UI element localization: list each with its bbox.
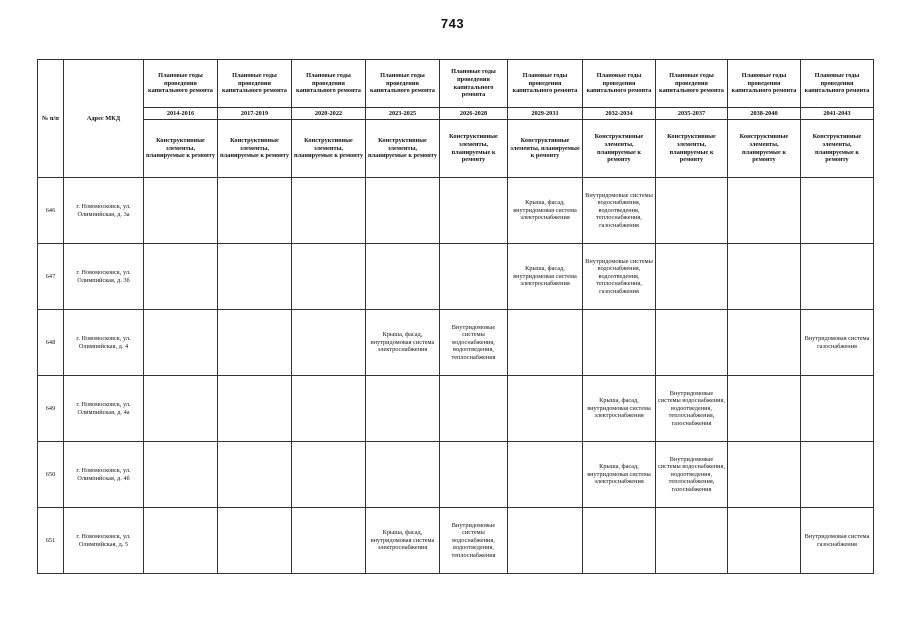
header-period-subtitle: Конструктивные элементы, планируемые к ремонту xyxy=(144,120,218,178)
repair-elements-cell: Крыша, фасад, внутридомовая система электроснабжения xyxy=(583,442,656,508)
row-address: г. Новомосковск, ул. Олимпийская, д. 4 xyxy=(64,310,144,376)
repair-elements-cell xyxy=(728,244,801,310)
table-row xyxy=(38,376,874,442)
repair-elements-cell xyxy=(583,310,656,376)
header-period-title: Плановые годы проведения капитального ремонта xyxy=(656,60,728,108)
header-period-years: 2026-2028 xyxy=(440,108,508,120)
repair-elements-cell xyxy=(144,442,218,508)
repair-elements-cell xyxy=(144,178,218,244)
repair-elements-cell xyxy=(292,244,366,310)
repair-elements-cell xyxy=(728,508,801,574)
header-period-subtitle: Конструктивные элементы, планируемые к ремонту xyxy=(656,120,728,178)
repair-elements-cell xyxy=(440,376,508,442)
row-address: г. Новомосковск, ул. Олимпийская, д. 5 xyxy=(64,508,144,574)
repair-elements-cell xyxy=(728,310,801,376)
repair-elements-cell xyxy=(218,310,292,376)
repair-elements-cell xyxy=(508,310,583,376)
repair-elements-cell xyxy=(801,376,874,442)
header-period-years: 2032-2034 xyxy=(583,108,656,120)
repair-elements-cell: Внутридомовая система газоснабжения xyxy=(801,310,874,376)
header-period-years: 2029-2031 xyxy=(508,108,583,120)
header-period-title: Плановые годы проведения капитального ремонта xyxy=(728,60,801,108)
header-address: Адрес МКД xyxy=(64,60,144,178)
repair-elements-cell xyxy=(508,508,583,574)
table-row xyxy=(38,508,874,574)
repair-elements-cell xyxy=(292,508,366,574)
repair-elements-cell xyxy=(656,310,728,376)
header-period-years: 2020-2022 xyxy=(292,108,366,120)
repair-elements-cell xyxy=(144,310,218,376)
header-period-years: 2017-2019 xyxy=(218,108,292,120)
header-period-subtitle: Конструктивные элементы, планируемые к ремонту xyxy=(218,120,292,178)
repair-elements-cell: Внутридомовая система газоснабжения xyxy=(801,508,874,574)
header-period-title: Плановые годы проведения капитального ремонта xyxy=(292,60,366,108)
header-period-years: 2041-2043 xyxy=(801,108,874,120)
table-row xyxy=(38,442,874,508)
repair-elements-cell xyxy=(218,376,292,442)
header-period-subtitle: Конструктивные элементы, планируемые к ремонту xyxy=(583,120,656,178)
page-number: 743 xyxy=(440,16,465,31)
table-row xyxy=(38,178,874,244)
table-row xyxy=(38,244,874,310)
repair-elements-cell xyxy=(292,310,366,376)
capital-repair-plan-table xyxy=(37,59,874,574)
row-address: г. Новомосковск, ул. Олимпийская, д. 4б xyxy=(64,442,144,508)
header-period-subtitle: Конструктивные элементы, планируемые к ремонту xyxy=(366,120,440,178)
repair-elements-cell xyxy=(440,442,508,508)
repair-elements-cell: Крыша, фасад, внутридомовая система электроснабжения xyxy=(508,178,583,244)
header-period-subtitle: Конструктивные элементы, планируемые к ремонту xyxy=(801,120,874,178)
row-address: г. Новомосковск, ул. Олимпийская, д. 4а xyxy=(64,376,144,442)
row-number: 651 xyxy=(38,508,64,574)
repair-elements-cell xyxy=(144,244,218,310)
repair-elements-cell: Внутридомовые системы водоснабжения, водоотведения, теплоснабжения, газоснабжения xyxy=(656,376,728,442)
row-number: 650 xyxy=(38,442,64,508)
repair-elements-cell: Внутридомовые системы водоснабжения, водоотведения, теплоснабжения, газоснабжения xyxy=(656,442,728,508)
repair-elements-cell xyxy=(728,442,801,508)
header-period-years: 2035-2037 xyxy=(656,108,728,120)
repair-elements-cell xyxy=(218,178,292,244)
row-address: г. Новомосковск, ул. Олимпийская, д. 3б xyxy=(64,244,144,310)
repair-elements-cell xyxy=(218,508,292,574)
row-number: 647 xyxy=(38,244,64,310)
repair-elements-cell: Крыша, фасад, внутридомовая система электроснабжения xyxy=(508,244,583,310)
header-number: № п/п xyxy=(38,60,64,178)
repair-elements-cell xyxy=(508,376,583,442)
repair-elements-cell xyxy=(508,442,583,508)
header-period-title: Плановые годы проведения капитального ремонта xyxy=(508,60,583,108)
repair-elements-cell xyxy=(292,376,366,442)
repair-elements-cell xyxy=(218,442,292,508)
repair-elements-cell xyxy=(801,178,874,244)
row-address: г. Новомосковск, ул. Олимпийская, д. 3а xyxy=(64,178,144,244)
repair-elements-cell xyxy=(656,508,728,574)
repair-elements-cell: Внутридомовые системы водоснабжения, водоотведения, теплоснабжения xyxy=(440,310,508,376)
repair-elements-cell xyxy=(728,178,801,244)
header-period-subtitle: Конструктивные элементы, планируемые к ремонту xyxy=(440,120,508,178)
repair-elements-cell xyxy=(583,508,656,574)
header-period-subtitle: Конструктивные элементы, планируемые к ремонту xyxy=(728,120,801,178)
row-number: 649 xyxy=(38,376,64,442)
repair-elements-cell xyxy=(440,178,508,244)
repair-elements-cell: Крыша, фасад, внутридомовая система электроснабжения xyxy=(583,376,656,442)
repair-elements-cell xyxy=(366,442,440,508)
header-period-years: 2014-2016 xyxy=(144,108,218,120)
repair-elements-cell xyxy=(656,178,728,244)
header-period-title: Плановые годы проведения капитального ремонта xyxy=(218,60,292,108)
repair-elements-cell xyxy=(656,244,728,310)
header-period-title: Плановые годы проведения капитального ремонта xyxy=(144,60,218,108)
repair-elements-cell xyxy=(218,244,292,310)
repair-elements-cell xyxy=(292,178,366,244)
header-period-subtitle: Конструктивные элементы, планируемые к ремонту xyxy=(508,120,583,178)
header-period-subtitle: Конструктивные элементы, планируемые к ремонту xyxy=(292,120,366,178)
repair-elements-cell: Крыша, фасад, внутридомовая система электроснабжения xyxy=(366,508,440,574)
repair-elements-cell: Внутридомовые системы водоснабжения, водоотведения, теплоснабжения, газоснабжения xyxy=(583,244,656,310)
repair-elements-cell xyxy=(801,442,874,508)
header-period-years: 2038-2040 xyxy=(728,108,801,120)
repair-elements-cell xyxy=(801,244,874,310)
repair-elements-cell xyxy=(440,244,508,310)
header-period-title: Плановые годы проведения капитального ремонта xyxy=(366,60,440,108)
row-number: 648 xyxy=(38,310,64,376)
header-period-title: Плановые годы проведения капитального ремонта xyxy=(440,60,508,108)
header-period-title: Плановые годы проведения капитального ремонта xyxy=(583,60,656,108)
header-period-years: 2023-2025 xyxy=(366,108,440,120)
repair-elements-cell xyxy=(728,376,801,442)
repair-elements-cell xyxy=(366,376,440,442)
row-number: 646 xyxy=(38,178,64,244)
repair-elements-cell: Внутридомовые системы водоснабжения, водоотведения, теплоснабжения xyxy=(440,508,508,574)
repair-elements-cell xyxy=(366,178,440,244)
header-period-title: Плановые годы проведения капитального ремонта xyxy=(801,60,874,108)
repair-elements-cell xyxy=(366,244,440,310)
repair-elements-cell xyxy=(144,376,218,442)
repair-elements-cell xyxy=(292,442,366,508)
repair-elements-cell xyxy=(144,508,218,574)
repair-elements-cell: Крыша, фасад, внутридомовая система электроснабжения xyxy=(366,310,440,376)
table-row xyxy=(38,310,874,376)
repair-elements-cell: Внутридомовые системы водоснабжения, водоотведения, теплоснабжения, газоснабжения xyxy=(583,178,656,244)
